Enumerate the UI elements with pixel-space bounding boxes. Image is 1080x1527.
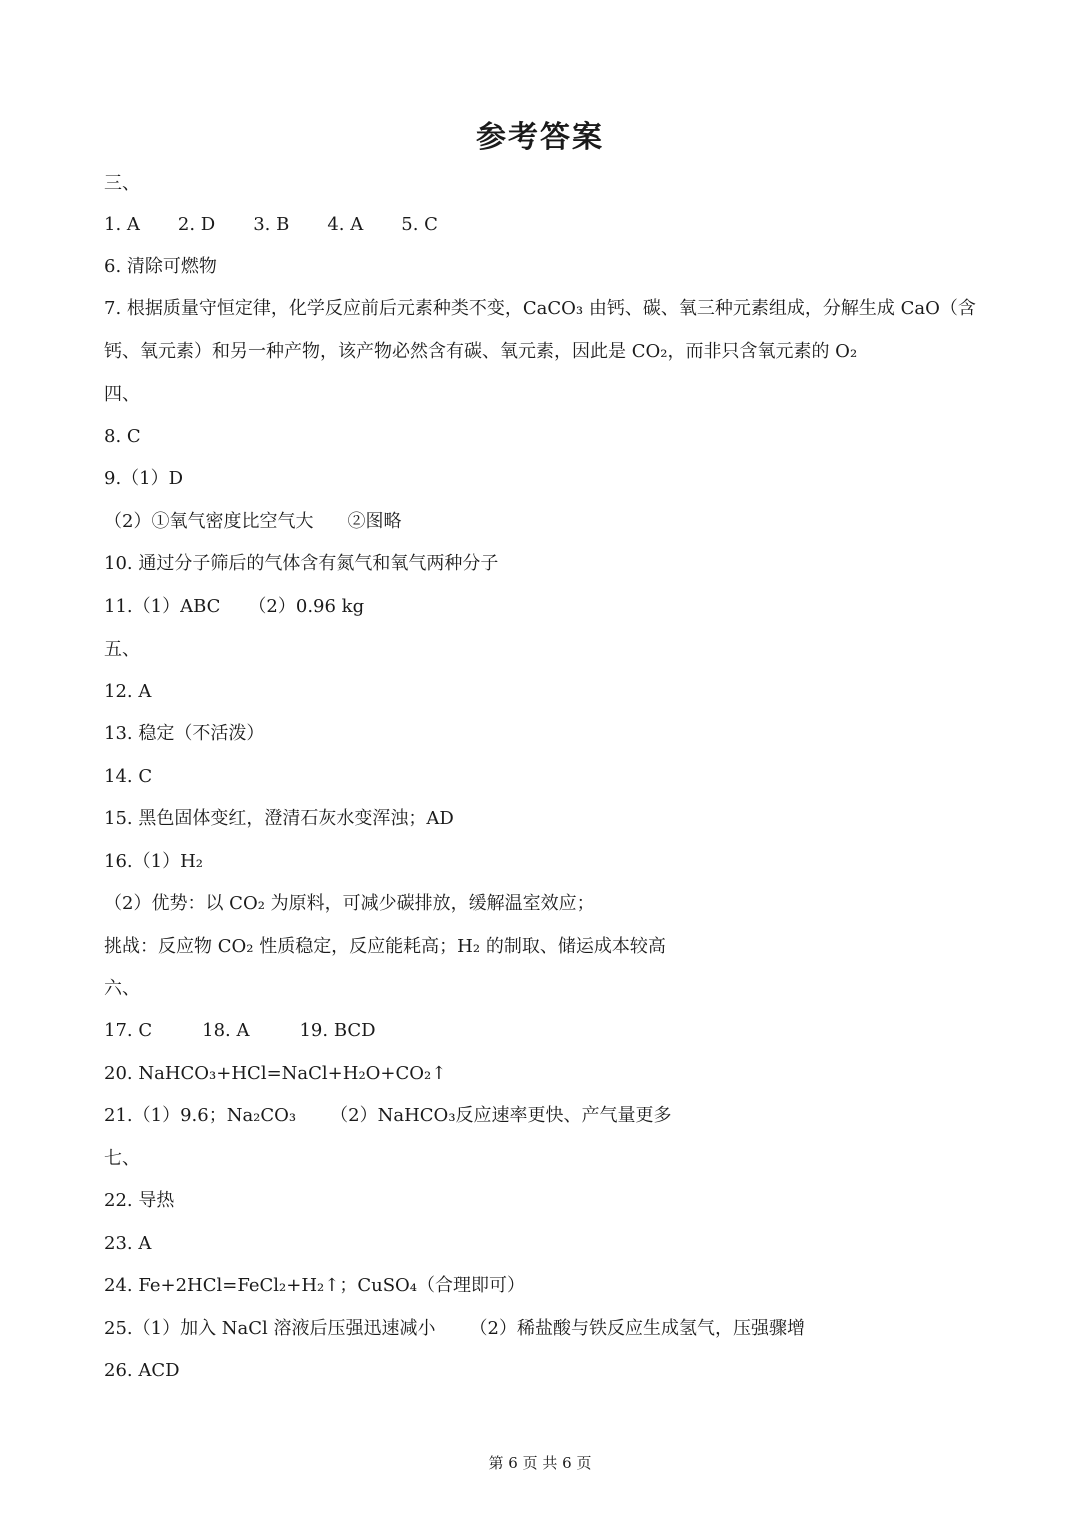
answer-16-part3: 挑战：反应物 CO₂ 性质稳定，反应能耗高；H₂ 的制取、储运成本较高 — [104, 936, 666, 957]
section-heading-3: 三、 — [104, 173, 140, 194]
answer-21 — [104, 1104, 672, 1128]
answer-22: 22. 导热 — [104, 1190, 175, 1211]
answer-21-part2: （2）NaHCO₃反应速率更快、产气量更多 — [330, 1105, 672, 1126]
answer-16-part2: （2）优势：以 CO₂ 为原料，可减少碳排放，缓解温室效应； — [104, 893, 595, 914]
section-heading-4: 四、 — [104, 384, 140, 405]
section-heading-5: 五、 — [104, 639, 140, 660]
section-heading-6: 六、 — [104, 978, 140, 999]
answer-12: 12. A — [104, 681, 152, 702]
answer-2: 2. D — [177, 214, 216, 235]
answer-3: 3. B — [253, 214, 290, 235]
answer-9-part2b: ②图略 — [347, 511, 402, 532]
answer-7-line2: 钙、氧元素）和另一种产物，该产物必然含有碳、氧元素，因此是 CO₂，而非只含氧元素的 O₂ — [104, 341, 858, 362]
answer-16-part1: 16.（1）H₂ — [104, 851, 203, 872]
page-footer: 第 6 页 共 6 页 — [488, 1454, 592, 1472]
answer-13: 13. 稳定（不活泼） — [104, 723, 265, 744]
answer-23: 23. A — [104, 1233, 152, 1254]
answer-6: 6. 清除可燃物 — [104, 256, 217, 277]
answer-21-part1: 21.（1）9.6；Na₂CO₃ — [104, 1105, 297, 1126]
answer-26: 26. ACD — [104, 1360, 180, 1381]
page-title: 参考答案 — [476, 120, 604, 155]
answer-11-part1: 11.（1）ABC — [104, 596, 221, 617]
answer-14: 14. C — [104, 766, 153, 787]
answer-25 — [104, 1317, 805, 1341]
answer-9-part2 — [104, 510, 401, 534]
answer-10: 10. 通过分子筛后的气体含有氮气和氧气两种分子 — [104, 553, 499, 574]
answer-24: 24. Fe+2HCl=FeCl₂+H₂↑；CuSO₄（合理即可） — [104, 1275, 525, 1296]
answer-8: 8. C — [104, 426, 141, 447]
answer-4: 4. A — [327, 214, 364, 235]
answer-17: 17. C — [104, 1020, 153, 1041]
answer-1: 1. A — [104, 214, 140, 235]
answer-11-part2: （2）0.96 kg — [248, 596, 365, 617]
answer-15: 15. 黑色固体变红，澄清石灰水变浑浊；AD — [104, 808, 454, 829]
section-heading-7: 七、 — [104, 1148, 140, 1169]
answer-7-line1: 7. 根据质量守恒定律，化学反应前后元素种类不变，CaCO₃ 由钙、碳、氧三种元素组成，分解生成 CaO（含 — [104, 298, 976, 319]
answer-11 — [104, 595, 364, 619]
answer-9-part1: 9.（1）D — [104, 468, 184, 489]
answer-row-17-19 — [104, 1019, 376, 1043]
answer-5: 5. C — [401, 214, 438, 235]
answer-20: 20. NaHCO₃+HCl=NaCl+H₂O+CO₂↑ — [104, 1063, 447, 1084]
answer-25-part2: （2）稀盐酸与铁反应生成氢气，压强骤增 — [469, 1318, 805, 1339]
answer-19: 19. BCD — [299, 1020, 376, 1041]
answer-9-part2a: （2）①氧气密度比空气大 — [104, 511, 314, 532]
answer-row-1-5 — [104, 213, 438, 237]
answer-25-part1: 25.（1）加入 NaCl 溶液后压强迅速减小 — [104, 1318, 436, 1339]
answer-18: 18. A — [202, 1020, 250, 1041]
